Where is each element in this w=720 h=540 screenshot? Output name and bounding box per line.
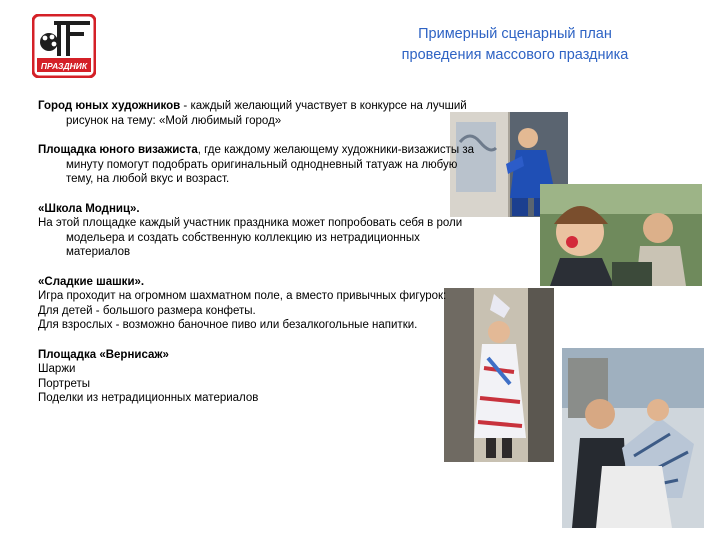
page-title bbox=[340, 24, 690, 66]
section-checkers bbox=[38, 275, 478, 333]
section-checkers-line-3: Для взрослых - возможно баночное пиво или безалкогольные напитки. bbox=[38, 319, 418, 331]
section-checkers-line-1: Игра проходит на огромном шахматном поле, а вместо привычных фигурок: bbox=[38, 290, 447, 302]
section-visage-text: , где каждому желающему художники-визажисты за минуту помогут подобрать оригинальный однодневный татуаж на любую тему, на любой вкус и возраст. bbox=[66, 144, 475, 185]
section-fashion-heading: «Школа Модниц». bbox=[38, 202, 140, 215]
section-artists-heading: Город юных художников bbox=[38, 100, 181, 112]
list-item: Поделки из нетрадиционных материалов bbox=[38, 392, 259, 404]
logo-text: ПРАЗДНИК bbox=[40, 61, 88, 71]
title-line-2: проведения массового праздника bbox=[401, 47, 629, 63]
title-line-1: Примерный сценарный план bbox=[418, 26, 612, 42]
list-item: Портреты bbox=[38, 377, 91, 390]
list-item: Шаржи bbox=[38, 363, 76, 375]
section-visage bbox=[38, 143, 478, 187]
photo-street-costume-crowd bbox=[562, 348, 704, 528]
section-vernissage-heading: Площадка «Вернисаж» bbox=[38, 348, 169, 361]
photo-face-painting bbox=[540, 184, 702, 286]
logo bbox=[32, 14, 96, 78]
section-checkers-heading: «Сладкие шашки». bbox=[38, 275, 145, 288]
content bbox=[38, 99, 478, 406]
section-checkers-line-2: Для детей - большого размера конфеты. bbox=[38, 304, 256, 317]
section-artists bbox=[38, 99, 478, 128]
section-fashion bbox=[38, 202, 478, 260]
section-vernissage bbox=[38, 348, 478, 406]
section-fashion-text: На этой площадке каждый участник праздника может попробовать себя в роли модельера и создать собственную коллекцию из нетрадиционных материалов bbox=[38, 217, 463, 258]
art-prazdnik-logo-icon bbox=[32, 14, 96, 78]
section-artists-text: - каждый желающий участвует в конкурсе на лучший рисунок на тему: «Мой любимый город» bbox=[66, 100, 467, 127]
section-visage-heading: Площадка юного визажиста bbox=[38, 144, 198, 156]
